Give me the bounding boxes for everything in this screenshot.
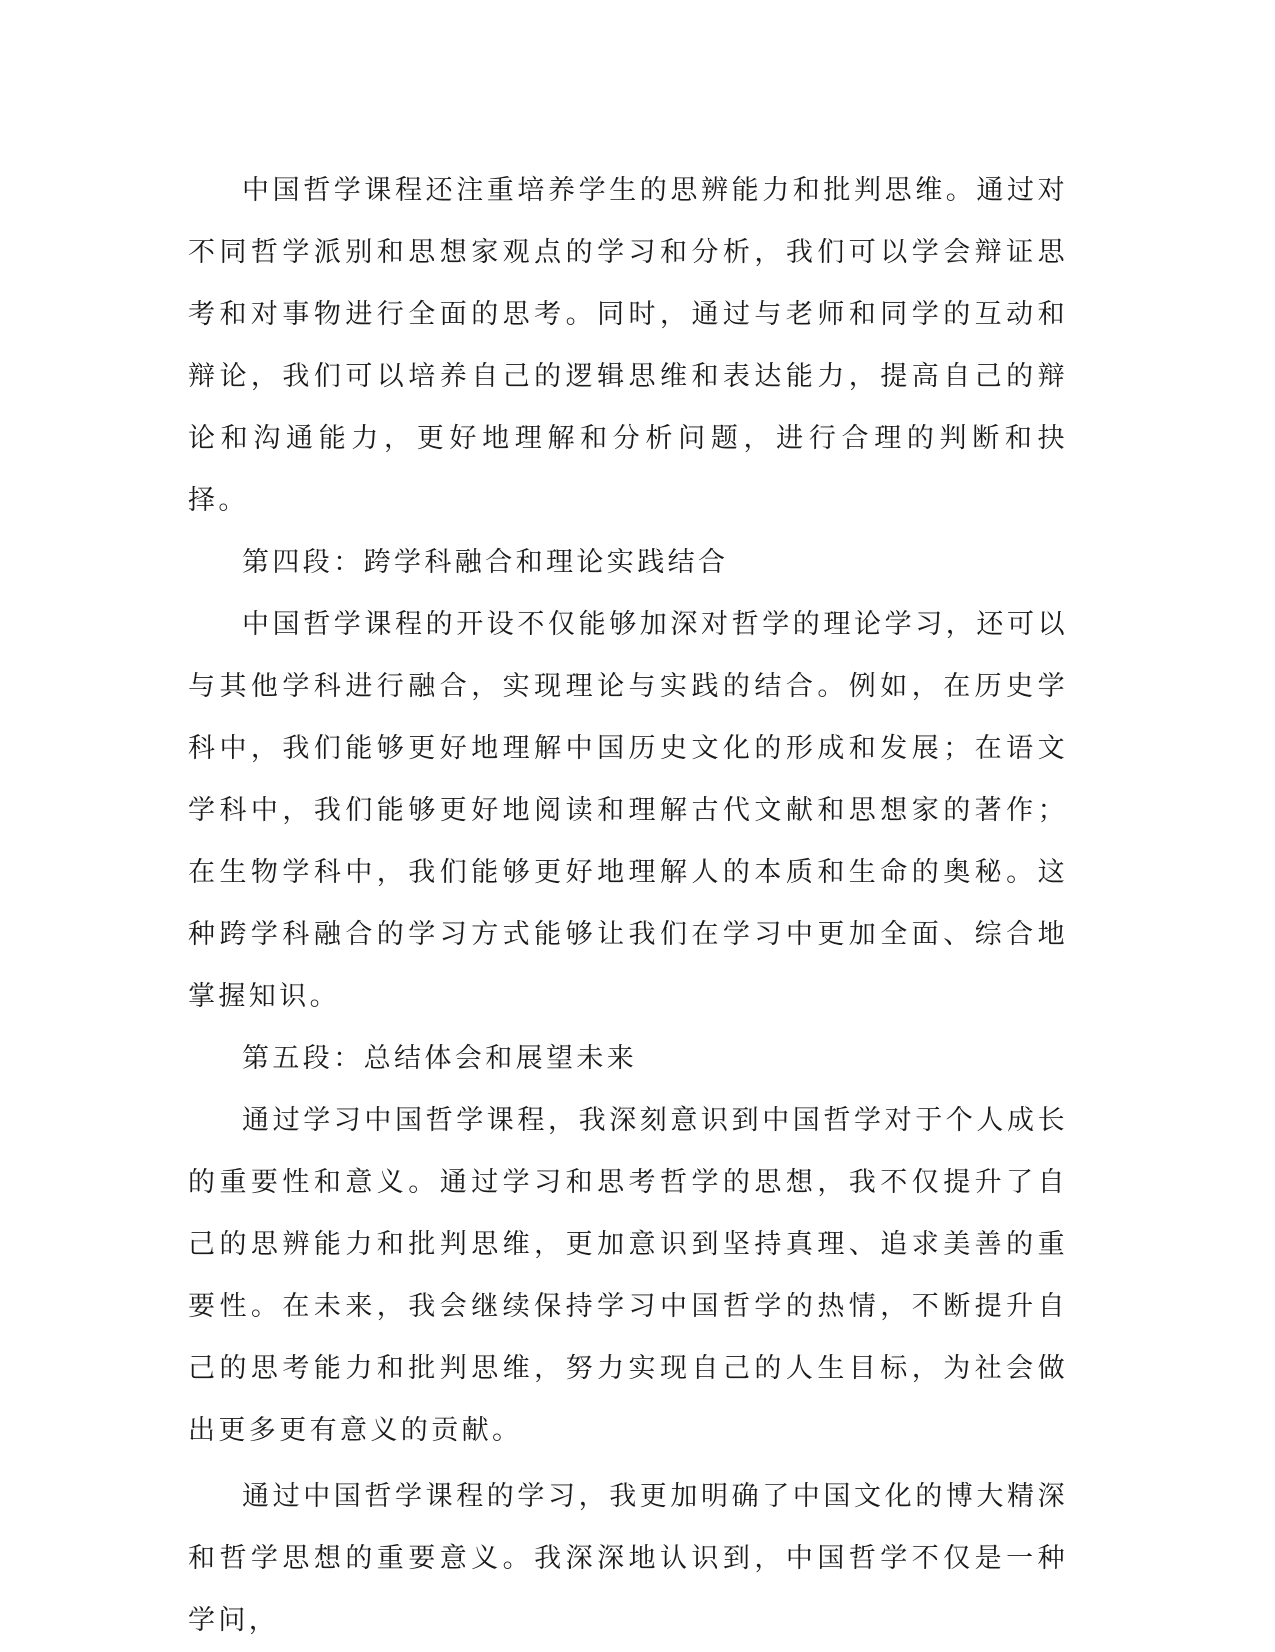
- paragraph-conclusion: 通过中国哲学课程的学习，我更加明确了中国文化的博大精深和哲学思想的重要意义。我深深地认识到，中国哲学不仅是一种学问，: [188, 1481, 1068, 1636]
- paragraph-summary: 通过学习中国哲学课程，我深刻意识到中国哲学对于个人成长的重要性和意义。通过学习和思考哲学的思想，我不仅提升了自己的思辨能力和批判思维，更加意识到坚持真理、追求美善的重要性。在未来，我会继续保持学习中国哲学的热情，不断提升自己的思考能力和批判思维，努力实现自己的人生目标，为社会做出更多更有意义的贡献。: [188, 1105, 1068, 1446]
- document-body: [188, 160, 1068, 1652]
- section-heading-5: 第五段：总结体会和展望未来: [242, 1043, 638, 1074]
- paragraph-critical-thinking: 中国哲学课程还注重培养学生的思辨能力和批判思维。通过对不同哲学派别和思想家观点的学习和分析，我们可以学会辩证思考和对事物进行全面的思考。同时，通过与老师和同学的互动和辩论，我们可以培养自己的逻辑思维和表达能力，提高自己的辩论和沟通能力，更好地理解和分析问题，进行合理的判断和抉择。: [188, 175, 1068, 516]
- paragraph-interdisciplinary: 中国哲学课程的开设不仅能够加深对哲学的理论学习，还可以与其他学科进行融合，实现理论与实践的结合。例如，在历史学科中，我们能够更好地理解中国历史文化的形成和发展；在语文学科中，我们能够更好地阅读和理解古代文献和思想家的著作；在生物学科中，我们能够更好地理解人的本质和生命的奥秘。这种跨学科融合的学习方式能够让我们在学习中更加全面、综合地掌握知识。: [188, 609, 1068, 1012]
- section-heading-4: 第四段：跨学科融合和理论实践结合: [242, 547, 729, 578]
